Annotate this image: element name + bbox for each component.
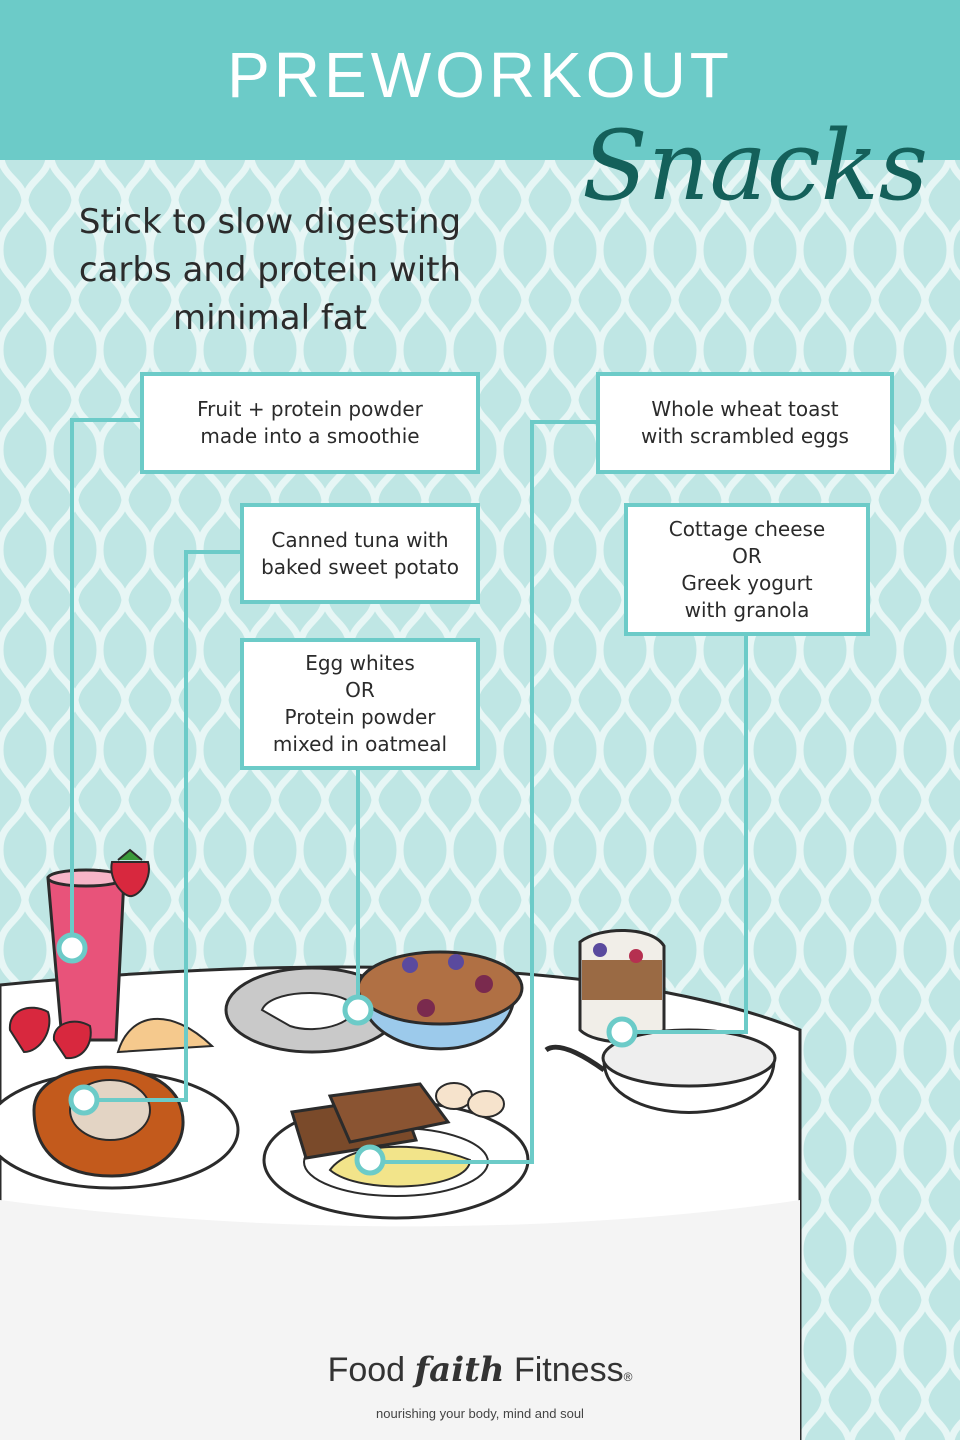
subtitle: Stick to slow digesting carbs and protein with minimal fat [78, 202, 462, 338]
label-oatmeal: Egg whites OR Protein powder mixed in oatmeal [240, 638, 480, 770]
label-yogurt: Cottage cheese OR Greek yogurt with granola [624, 503, 870, 636]
marker-oatmeal [345, 997, 371, 1023]
marker-toast [357, 1147, 383, 1173]
label-smoothie: Fruit + protein powder made into a smoothie [140, 372, 480, 474]
registered-mark: ® [623, 1370, 633, 1384]
brand-tagline: nourishing your body, mind and soul [376, 1406, 584, 1421]
label-tuna: Canned tuna with baked sweet potato [240, 503, 480, 604]
brand-logo [0, 1350, 960, 1390]
brand-word-faith: faith [414, 1350, 505, 1390]
connector-tuna [84, 552, 242, 1100]
brand-word-food: Food [327, 1351, 406, 1389]
connector-yogurt [624, 634, 746, 1032]
brand-word-fitness: Fitness [513, 1351, 624, 1389]
marker-tuna [71, 1087, 97, 1113]
label-toast: Whole wheat toast with scrambled eggs [596, 372, 894, 474]
connector-smoothie [72, 420, 142, 948]
marker-smoothie [59, 935, 85, 961]
page-title: PREWORKOUT [227, 39, 733, 111]
script-title: Snacks [581, 110, 929, 222]
marker-yogurt [609, 1019, 635, 1045]
